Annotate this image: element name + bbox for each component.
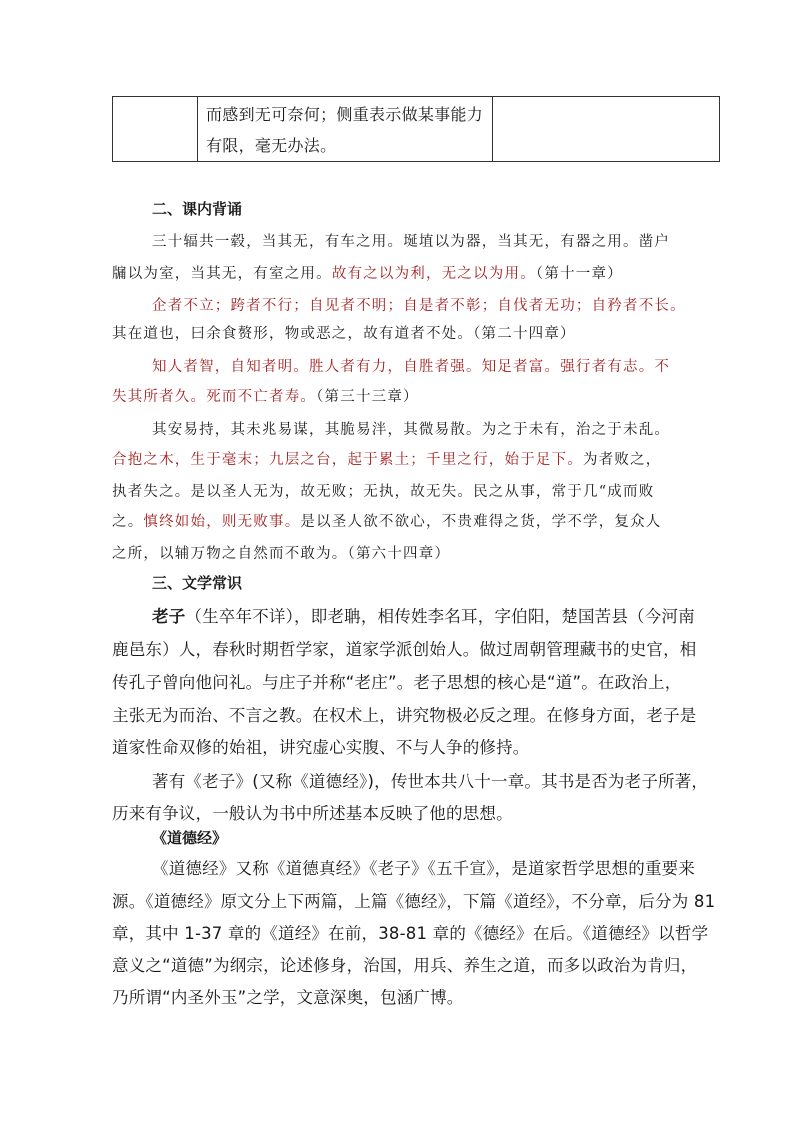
laozi-line: 道家性命双修的始祖，讲究虚心实腹、不与人争的修持。	[112, 738, 530, 757]
laozi-line	[152, 603, 732, 627]
recite-chapter: （第十一章）	[535, 266, 623, 282]
recite-line: 三十辐共一毂，当其无，有车之用。埏埴以为器，当其无，有器之用。凿户	[152, 234, 671, 250]
ddj-line: 章，其中 1-37 章的《道经》在前，38-81 章的《德经》在后。《道德经》以哲学	[112, 924, 709, 943]
recite-chapter: （第三十三章）	[316, 389, 419, 405]
ddj-line: 意义之“道德”为纲宗，论述修身，治国，用兵、养生之道，而多以政治为肯归，	[112, 956, 698, 975]
recite-key-text: 失其所者久。死而不亡者寿。	[112, 389, 317, 405]
ddj-line: 《道德经》又称《道德真经》《老子》《五千宣》，是道家哲学思想的重要来	[152, 859, 696, 878]
recite-key-text: 合抱之木，生于毫末；九层之台，起于累土；千里之行，始于足下。	[112, 452, 583, 468]
table-cell-empty	[493, 97, 720, 162]
laozi-line: 鹿邑东）人，春秋时期哲学家，道家学派创始人。做过周朝管理藏书的史官，相	[112, 640, 697, 659]
recite-line	[112, 385, 692, 406]
laozi-name: 老子	[152, 607, 186, 626]
recite-line	[112, 510, 692, 531]
cell-line: 有限，毫无办法。	[206, 136, 337, 155]
laozi-line: 主张无为而治、不言之教。在权术上，讲究物极必反之理。在修身方面，老子是	[112, 706, 697, 725]
ddj-subheading: 《道德经》	[152, 829, 228, 847]
recite-text: 牖以为室，当其无，有室之用。	[112, 266, 332, 282]
recite-line: 其安易持，其未兆易谋，其脆易泮，其微易散。为之于未有，治之于未乱。	[152, 422, 671, 438]
works-line: 历来有争议，一般认为书中所述基本反映了他的思想。	[112, 804, 513, 823]
recite-text: 是以圣人欲不欲心，不贵难得之货，学不学，复众人	[300, 514, 662, 530]
definition-table	[112, 96, 720, 162]
ddj-line: 源。《道德经》原文分上下两篇，上篇《德经》，下篇《道经》，不分章，后分为 81	[112, 892, 716, 911]
cell-line: 而感到无可奈何；侧重表示做某事能力	[206, 105, 484, 124]
recite-line	[112, 448, 692, 469]
ddj-line: 乃所谓“内圣外玉”之学，文意深奥，包涵广博。	[112, 988, 464, 1007]
table-cell-empty	[113, 97, 198, 162]
section-heading-recitation: 二、课内背诵	[152, 200, 243, 218]
table-row	[113, 97, 720, 162]
recite-text: 之。	[112, 514, 144, 530]
section-heading-literature: 三、文学常识	[152, 574, 243, 592]
recite-line	[112, 262, 692, 283]
recite-key-text: 慎终如始，则无败事。	[143, 514, 301, 530]
works-line: 著有《老子》(又称《道德经》)，传世本共八十一章。其书是否为老子所著，	[152, 772, 709, 791]
recite-key-line: 知人者智，自知者明。胜人者有力，自胜者强。知足者富。强行者有志。不	[152, 359, 671, 375]
recite-line: 其在道也，曰余食赘形，物或恶之，故有道者不处。（第二十四章）	[112, 326, 576, 342]
table-cell-explanation	[198, 97, 493, 162]
recite-line: 执者失之。是以圣人无为，故无败；无执，故无失。民之从事，常于几“成而败	[112, 484, 655, 500]
laozi-text: （生卒年不详），即老聃，相传姓李名耳，字伯阳，楚国苦县（今河南	[185, 607, 695, 626]
recite-text: 为者败之，	[583, 452, 662, 468]
recite-key-line: 企者不立；跨者不行；自见者不明；自是者不彰；自伐者无功；自矜者不长。	[152, 298, 686, 314]
laozi-line: 传孔子曾向他问礼。与庄子并称“老庄”。老子思想的核心是“道”。在政治上，	[112, 673, 682, 692]
recite-line: 之所，以辅万物之自然而不敢为。（第六十四章）	[112, 546, 451, 562]
recite-key-text: 故有之以为利，无之以为用。	[331, 266, 536, 282]
